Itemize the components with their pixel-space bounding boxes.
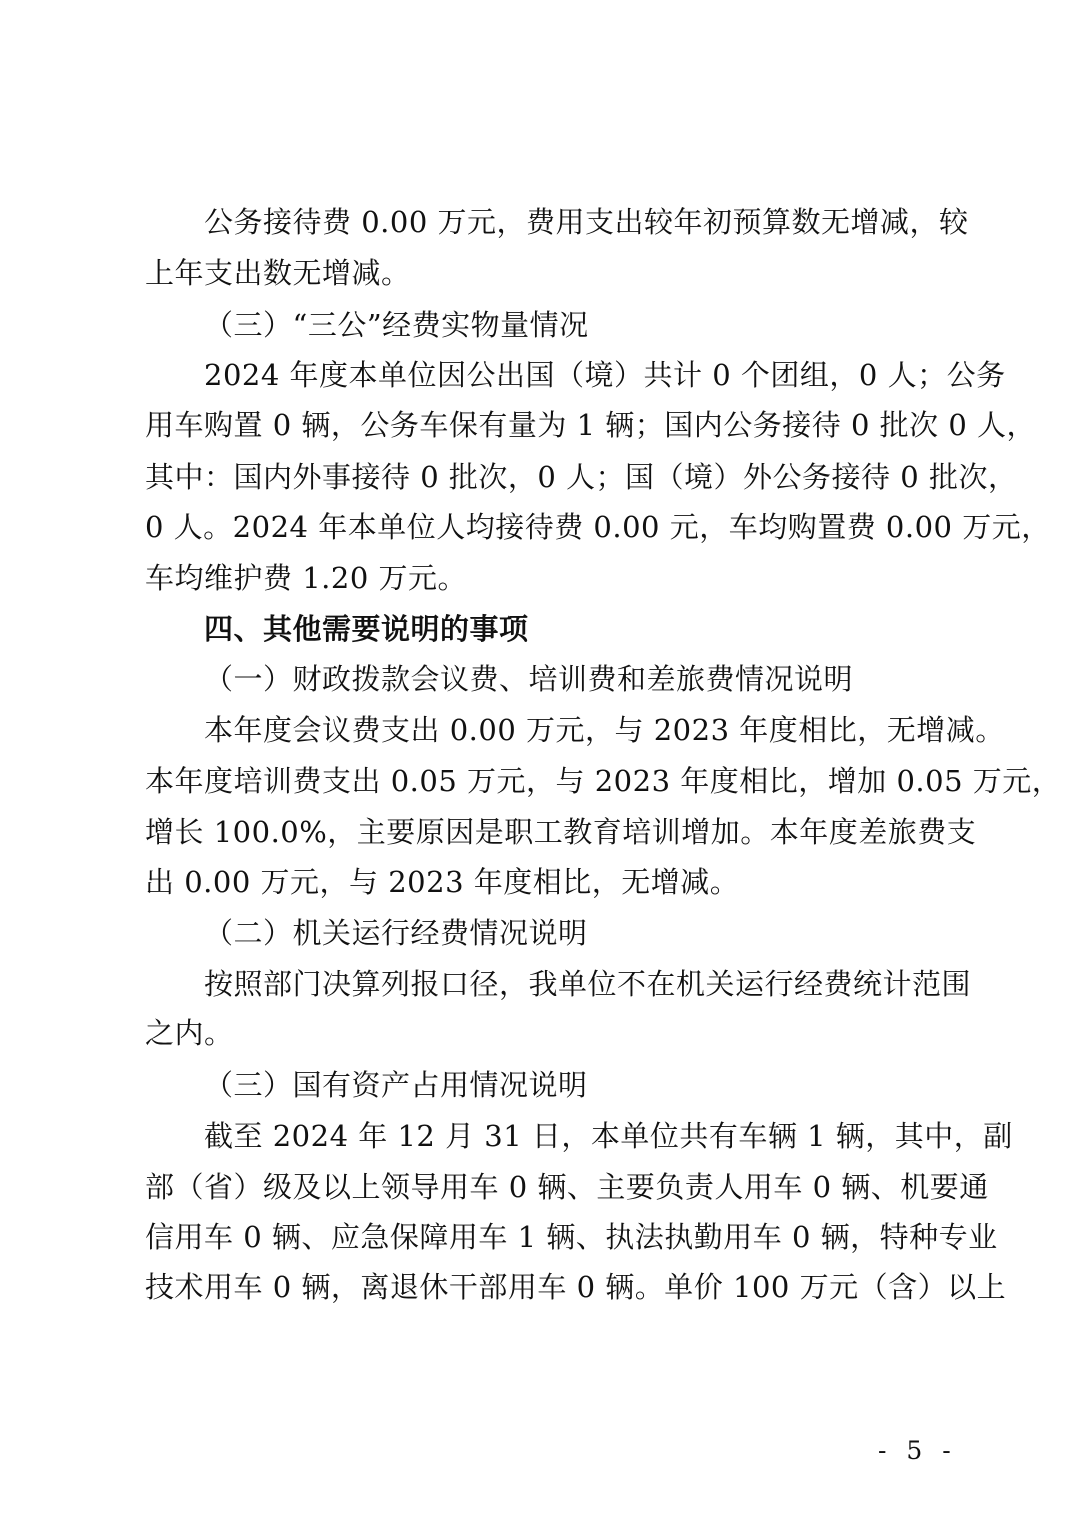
- page-number: - 5 -: [878, 1436, 957, 1465]
- paragraph-line: 车均维护费 1.20 万元。: [145, 561, 468, 595]
- section-heading: （三）“三公”经费实物量情况: [204, 308, 589, 342]
- section-heading-bold: 四、其他需要说明的事项: [204, 612, 529, 646]
- section-heading: （二）机关运行经费情况说明: [204, 916, 588, 950]
- section-heading: （一）财政拨款会议费、培训费和差旅费情况说明: [204, 662, 854, 696]
- paragraph-line: 本年度培训费支出 0.05 万元，与 2023 年度相比，增加 0.05 万元，: [145, 764, 1062, 798]
- paragraph-line: 用车购置 0 辆，公务车保有量为 1 辆；国内公务接待 0 批次 0 人，: [145, 408, 1037, 442]
- paragraph-line: 公务接待费 0.00 万元，费用支出较年初预算数无增减，较: [204, 205, 969, 239]
- paragraph-line: 其中：国内外事接待 0 批次，0 人；国（境）外公务接待 0 批次，: [145, 460, 1018, 494]
- paragraph-line: 出 0.00 万元，与 2023 年度相比，无增减。: [145, 865, 740, 899]
- paragraph-line: 信用车 0 辆、应急保障用车 1 辆、执法执勤用车 0 辆，特种专业: [145, 1220, 998, 1254]
- section-heading: （三）国有资产占用情况说明: [204, 1068, 588, 1102]
- paragraph-line: 之内。: [145, 1016, 234, 1050]
- paragraph-line: 上年支出数无增减。: [145, 256, 411, 290]
- paragraph-line: 截至 2024 年 12 月 31 日，本单位共有车辆 1 辆，其中，副: [204, 1119, 1013, 1153]
- paragraph-line: 2024 年度本单位因公出国（境）共计 0 个团组，0 人；公务: [204, 358, 1006, 392]
- paragraph-line: 技术用车 0 辆，离退休干部用车 0 辆。单价 100 万元（含）以上: [145, 1270, 1007, 1304]
- paragraph-line: 按照部门决算列报口径，我单位不在机关运行经费统计范围: [204, 967, 972, 1001]
- paragraph-line: 部（省）级及以上领导用车 0 辆、主要负责人用车 0 辆、机要通: [145, 1170, 989, 1204]
- paragraph-line: 增长 100.0%，主要原因是职工教育培训增加。本年度差旅费支: [145, 815, 977, 849]
- paragraph-line: 本年度会议费支出 0.00 万元，与 2023 年度相比，无增减。: [204, 713, 1005, 747]
- paragraph-line: 0 人。2024 年本单位人均接待费 0.00 元，车均购置费 0.00 万元，: [145, 510, 1051, 544]
